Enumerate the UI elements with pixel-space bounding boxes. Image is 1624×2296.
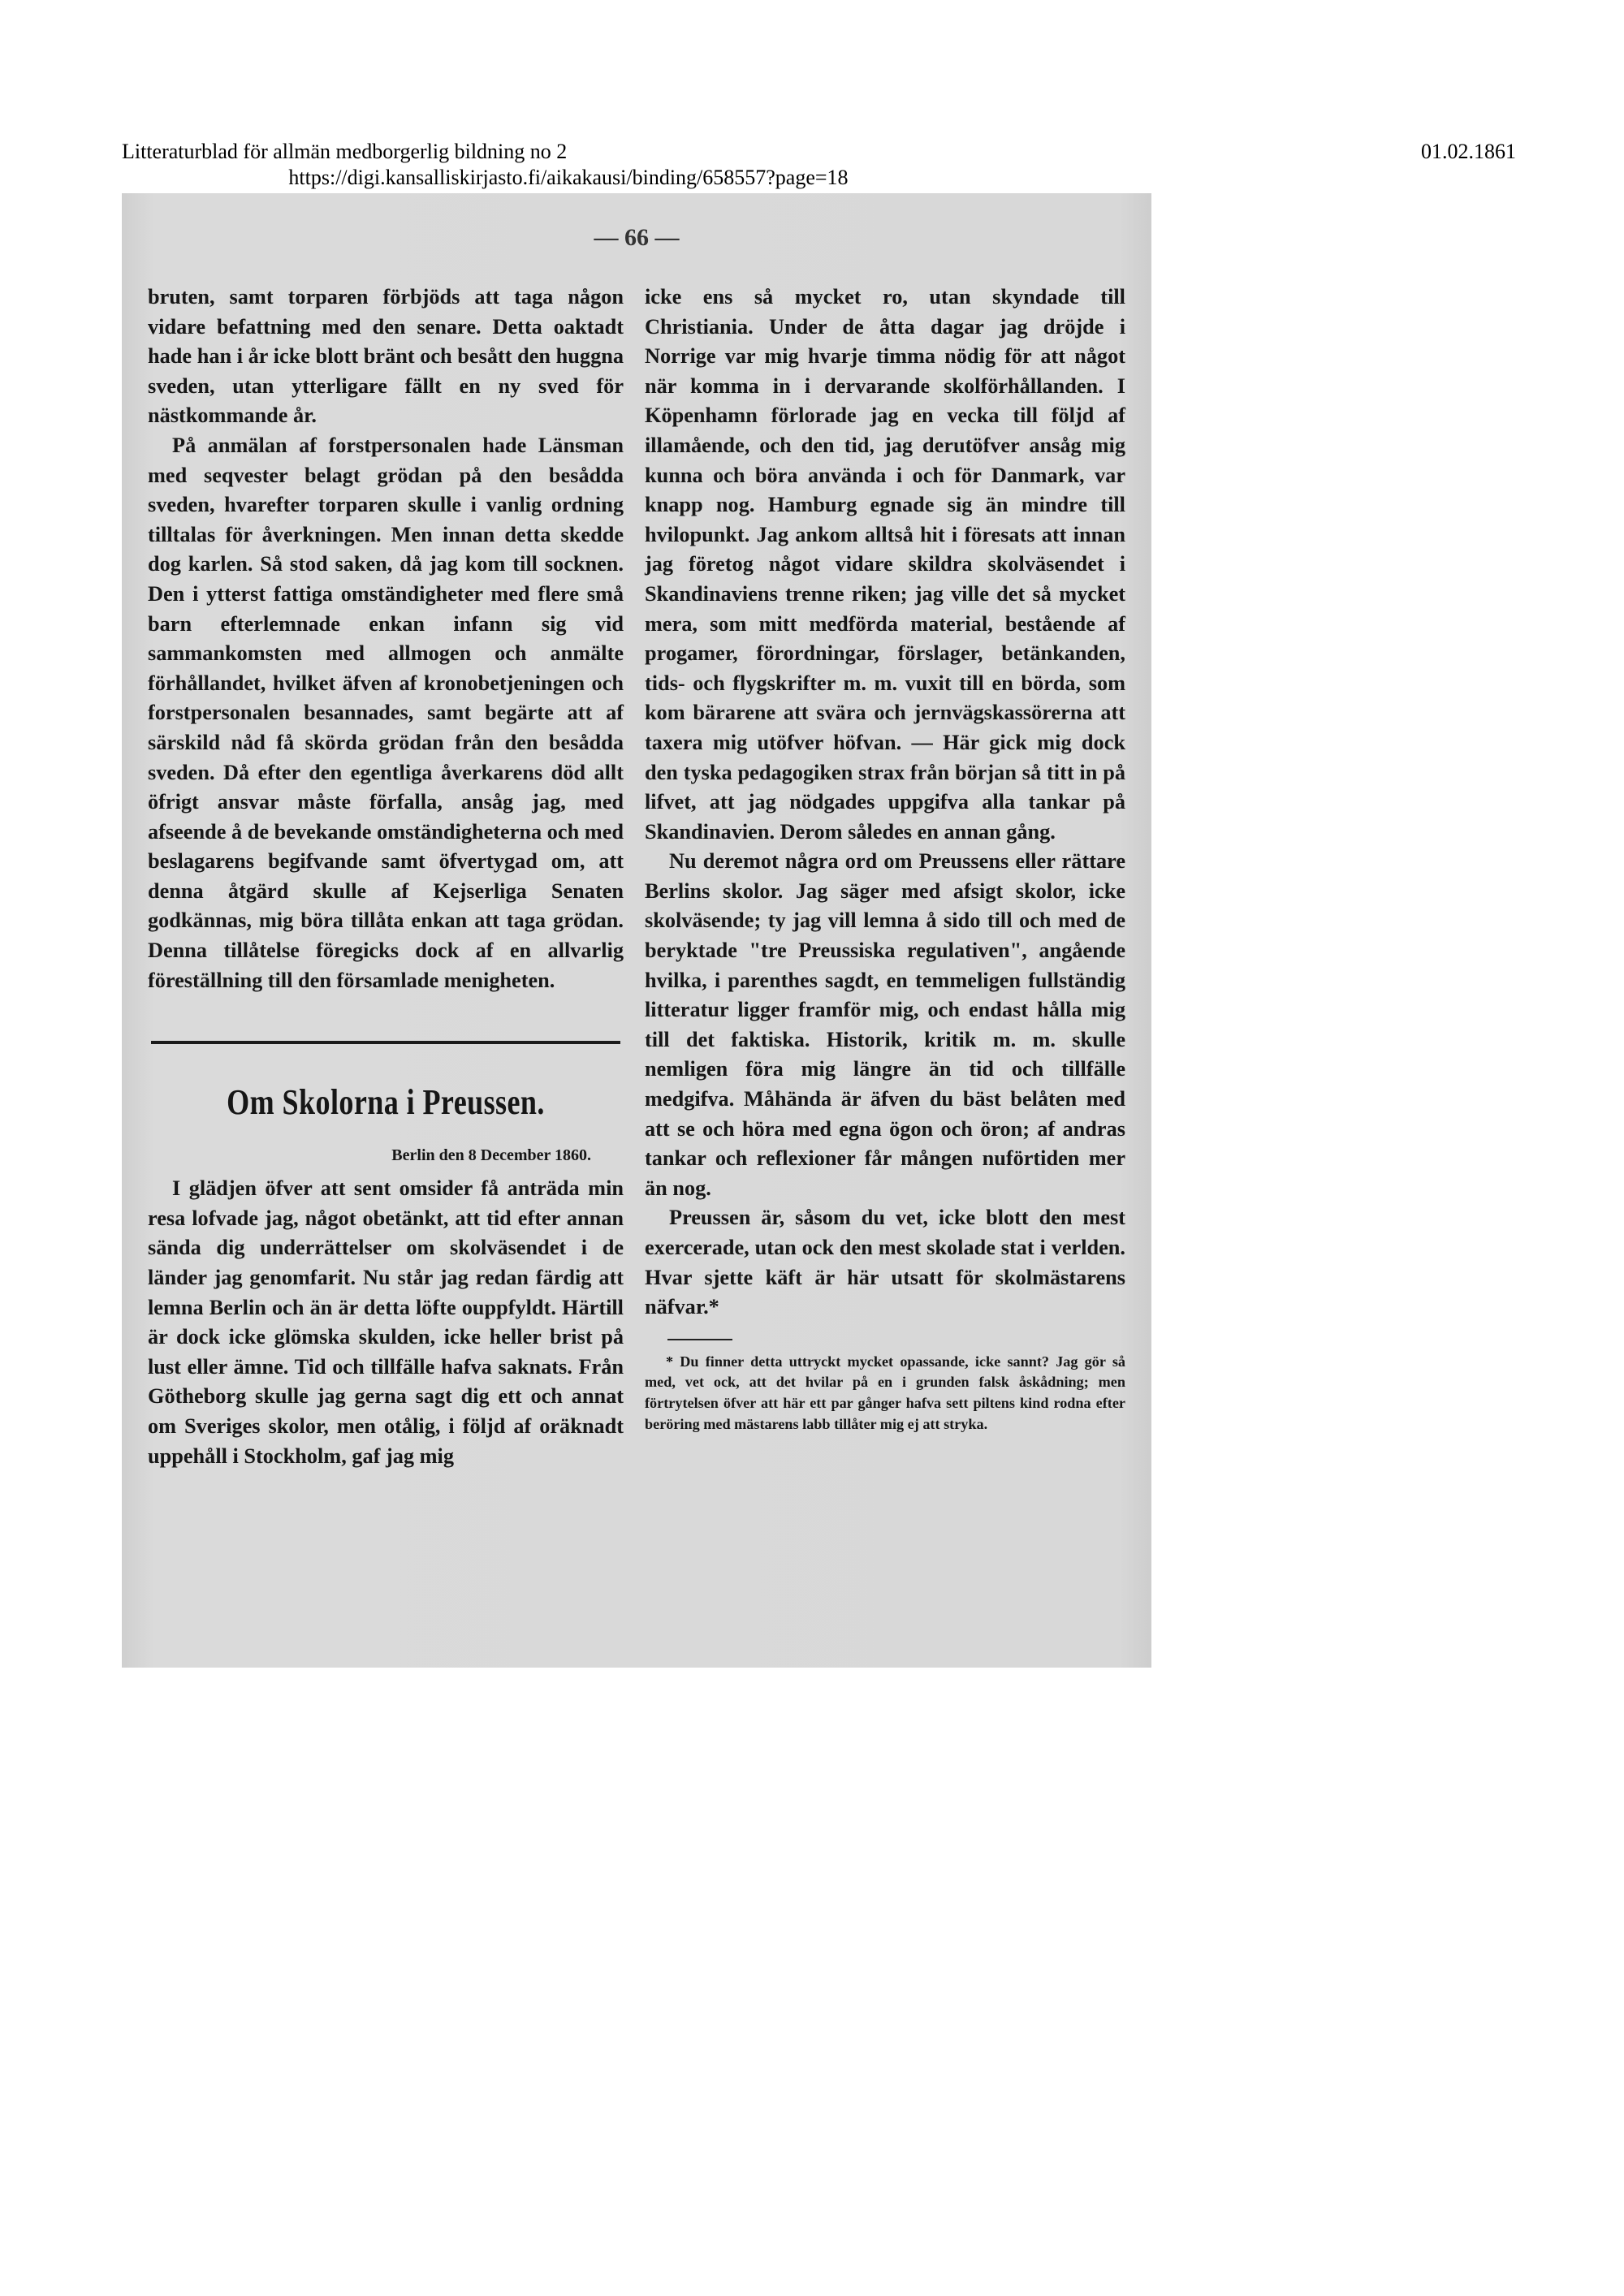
right-paragraph-2: Nu deremot några ord om Preussens eller rättare Berlins skolor. Jag säger med afsigt skolor, icke skolväsende; ty jag vill lemna å sido till och med de beryktade "tre Preussiska regulativen", angående hvilka, i parenthes sagdt, en temmeligen fullständig litteratur ligger framför mig, och endast hålla mig till det faktiska. Historik, kritik m. m. skulle nemligen föra mig längre än tid och tillfälle medgifva. Måhända är äfven du bäst belåten med att se och höra med egna ögon och öron; af andras tankar och reflexioner får mången nuförtiden mer än nog. (645, 849, 1125, 1200)
left-column (148, 283, 624, 1471)
article-title: Om Skolorna i Preussen. (227, 1082, 545, 1123)
right-column (645, 283, 1125, 1435)
left-paragraph-2: På anmälan af forstpersonalen hade Länsman med seqvester belagt grödan på den besådda sveden, hvarefter torparen skulle i vanlig ordning tilltalas för åverkningen. Men innan detta skedde dog karlen. Så stod saken, då jag kom till socknen. Den i ytterst fattiga omständigheter med flere små barn efterlemnade enkan infann sig vid sammankomsten med allmogen och anmälte förhållandet, hvilket äfven af kronobetjeningen och forstpersonalen besannades, samt begärte att af särskild nåd få skörda grödan från den besådda sveden. Då efter den egentliga åverkarens död allt öfrigt ansvar måste förfalla, ansåg jag, med afseende å de bevekande omständigheterna och med beslagarens begifvande samt öfvertygad om, att denna åtgärd skulle af Kejserliga Senaten godkännas, mig böra tillåta enkan att taga grödan. Denna tillåtelse föregicks dock af en allvarlig föreställning till den församlade menigheten. (148, 433, 624, 992)
footnote (645, 1352, 1125, 1435)
article-paragraph-1: I glädjen öfver att sent omsider få anträda min resa lofvade jag, något obetänkt, att tid efter annan sända dig underrättelser om skolväsendet i de länder jag genomfarit. Nu står jag redan färdig att lemna Berlin och än är detta löfte ouppfyldt. Härtill är dock icke glömska skulden, icke heller brist på lust eller ämne. Tid och tillfälle hafva saknats. Från Götheborg skulle jag gerna sagt dig ett och annat om Sveriges skolor, men otålig, i följd af oräknadt uppehåll i Stockholm, gaf jag mig (148, 1176, 624, 1468)
left-paragraph-1: bruten, samt torparen förbjöds att taga någon vidare befattning med den senare. Detta oaktadt hade han i år icke blott bränt och besått den huggna sveden, utan ytterligare fällt en ny sved för nästkommande år. (148, 285, 624, 428)
document-date: 01.02.1861 (1421, 140, 1516, 163)
footnote-text: * Du finner detta uttryckt mycket opassande, icke sannt? Jag gör så med, vet ock, att det hvilar på en i grunden falsk åskådning; men förtrytelsen öfver att här ett par gånger hafva sett piltens kind rodna efter beröring med mästarens labb tillåter mig ej att stryka. (645, 1353, 1125, 1432)
page-number: — 66 — (594, 224, 680, 251)
right-paragraph-3: Preussen är, såsom du vet, icke blott den mest exercerade, utan ock den mest skolade stat i verlden. Hvar sjette käft är här utsatt för skolmästarens näfvar.* (645, 1206, 1125, 1319)
footnote-divider (667, 1339, 732, 1340)
document-title: Litteraturblad för allmän medborgerlig bildning no 2 (122, 140, 568, 163)
article-dateline: Berlin den 8 December 1860. (391, 1146, 591, 1165)
scanned-page (122, 193, 1151, 1668)
document-url[interactable]: https://digi.kansalliskirjasto.fi/aikakausi/binding/658557?page=18 (288, 166, 849, 189)
section-divider (151, 1041, 620, 1044)
right-paragraph-1: icke ens så mycket ro, utan skyndade till Christiania. Under de åtta dagar jag dröjde i Norrige var mig hvarje timma nödig för att något när komma in i dervarande skolförhållanden. I Köpenhamn förlorade jag en vecka till följd af illamående, och den tid, jag derutöfver ansåg mig kunna och böra använda i och för Danmark, var knapp nog. Hamburg egnade sig än mindre till hvilopunkt. Jag ankom alltså hit i föresats att innan jag företog något vidare skildra skolväsendet i Skandinaviens trenne riken; jag ville det så mycket mera, som mitt medförda material, bestående af progamer, förordningar, förslager, betänkanden, tids- och flygskrifter m. m. vuxit till en börda, som kom bärarene att svära och jernvägskassörerna att taxera mig utöfver höfvan. — Här gick mig dock den tyska pedagogiken strax från början så titt in på lifvet, att jag nödgades uppgifva alla tankar på Skandinavien. Derom således en annan gång. (645, 285, 1125, 844)
